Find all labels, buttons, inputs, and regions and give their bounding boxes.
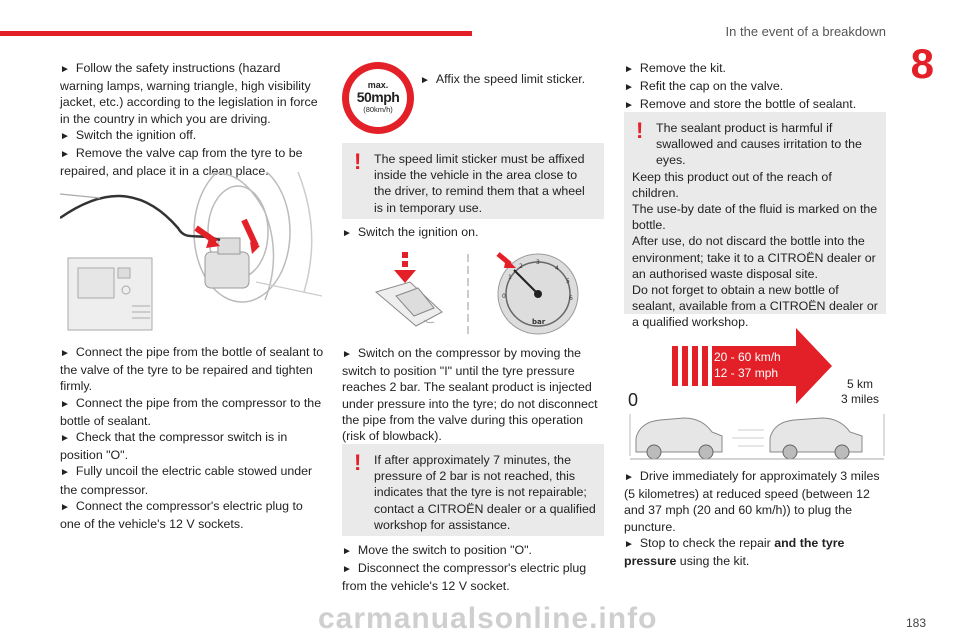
step: ► Stop to check the repair and the tyre pressure using the kit. xyxy=(624,535,845,569)
step: ► Switch the ignition off. xyxy=(60,127,197,142)
ignition-on-step: ► Switch the ignition on. xyxy=(342,225,479,239)
step: ► Drive immediately for approximately 3 miles (5 kilometres) at reduced speed (between 12 and 37 mph (20 and 60 km/h)) to plug the puncture. xyxy=(624,469,880,534)
step: ► Refit the cap on the valve. xyxy=(624,79,784,94)
step: ► Follow the safety instructions (hazard warning lamps, warning triangle, high visibility jacket, etc.) according to the legislation in force in the country in which you are driving. xyxy=(60,61,318,126)
warning-pressure xyxy=(342,444,604,536)
speed-kmh-label: 20 - 60 km/h xyxy=(714,350,781,364)
step: ► Connect the pipe from the compressor to the bottle of sealant. xyxy=(60,395,322,428)
col1-intro xyxy=(60,60,325,179)
warning-line: The use-by date of the fluid is marked on the bottle. xyxy=(632,202,878,233)
step: ► Move the switch to position "O". xyxy=(342,543,532,557)
speed-distance-diagram xyxy=(626,326,888,462)
step: ► Check that the compressor switch is in position "O". xyxy=(60,430,288,463)
header-red-bar xyxy=(0,31,472,36)
sticker-speed: 50mph xyxy=(356,89,400,105)
gauge-tick: 5 xyxy=(566,278,570,285)
gauge-tick: 4 xyxy=(555,265,559,272)
gauge-unit: bar xyxy=(532,318,546,326)
start-label: 0 xyxy=(628,390,639,410)
speed-mph-label: 12 - 37 mph xyxy=(714,366,779,380)
gauge-tick: 6 xyxy=(569,295,573,302)
warning-line: After use, do not discard the bottle into the environment; take it to a CITROËN dealer or an authorised waste disposal site. xyxy=(632,234,876,281)
speed-limit-sticker xyxy=(342,62,414,134)
warning-icon: ! xyxy=(354,149,362,174)
gauge-tick: 3 xyxy=(536,259,540,266)
chapter-number: 8 xyxy=(910,40,934,87)
step: ► Remove the valve cap from the tyre to be repaired, and place it in a clean place. xyxy=(60,146,303,179)
step: ► Remove and store the bottle of sealant. xyxy=(624,97,857,112)
col2-final-steps xyxy=(342,542,607,595)
distance-miles-label: 3 miles xyxy=(841,392,880,406)
step: ► Connect the pipe from the bottle of sealant to the valve of the tyre to be repaired and tighten firmly. xyxy=(60,345,324,394)
warning-text: If after approximately 7 minutes, the pressure of 2 bar is not reached, this indicates that the tyre is not repairable; contact a CITROËN dealer or a qualified workshop for assistance. xyxy=(374,453,596,532)
step: ► Connect the compressor's electric plug to one of the vehicle's 12 V sockets. xyxy=(60,498,303,532)
step: ► Fully uncoil the electric cable stowed under the compressor. xyxy=(60,464,313,497)
switch-and-gauge-illustration xyxy=(370,250,590,340)
warning-icon: ! xyxy=(636,118,644,143)
warning-line: Keep this product out of the reach of children. xyxy=(632,169,832,200)
warning-sealant xyxy=(624,112,886,330)
warning-icon: ! xyxy=(354,450,362,475)
step: ► Remove the kit. xyxy=(624,61,726,75)
compressor-step: ► Switch on the compressor by moving the switch to position "I" until the tyre pressure reaches 2 bar. The sealant product is injected under pressure into the tyre; do not disconnect the pipe from the valve during this operation (risk of blowback). xyxy=(342,346,598,444)
gauge-tick: 0 xyxy=(502,293,506,300)
gauge-tick: 1 xyxy=(508,274,512,281)
warning-line: The sealant product is harmful if swallowed and causes irritation to the eyes. xyxy=(656,121,862,168)
section-title: In the event of a breakdown xyxy=(725,24,886,39)
affix-step: ► Affix the speed limit sticker. xyxy=(420,72,586,86)
col3-drive-steps xyxy=(624,468,889,569)
step: ► Disconnect the compressor's electric plug from the vehicle's 12 V socket. xyxy=(342,561,587,594)
compressor-wheel-illustration xyxy=(60,172,322,336)
warning-line: Do not forget to obtain a new bottle of sealant, available from a CITROËN dealer or a qualified workshop. xyxy=(632,283,878,330)
warning-text: The speed limit sticker must be affixed inside the vehicle in the area close to the driver, to remind them that a wheel is in temporary use. xyxy=(374,152,585,215)
warning-sticker xyxy=(342,143,604,219)
gauge-tick: 2 xyxy=(519,263,523,270)
col3-steps xyxy=(624,60,889,115)
col1-connect-steps xyxy=(60,344,325,532)
page-number: 183 xyxy=(905,616,926,630)
watermark: carmanualsonline.info xyxy=(318,602,658,635)
sticker-max: max. xyxy=(367,80,389,90)
sticker-kmh: (80km/h) xyxy=(363,105,393,114)
distance-km-label: 5 km xyxy=(847,377,874,391)
